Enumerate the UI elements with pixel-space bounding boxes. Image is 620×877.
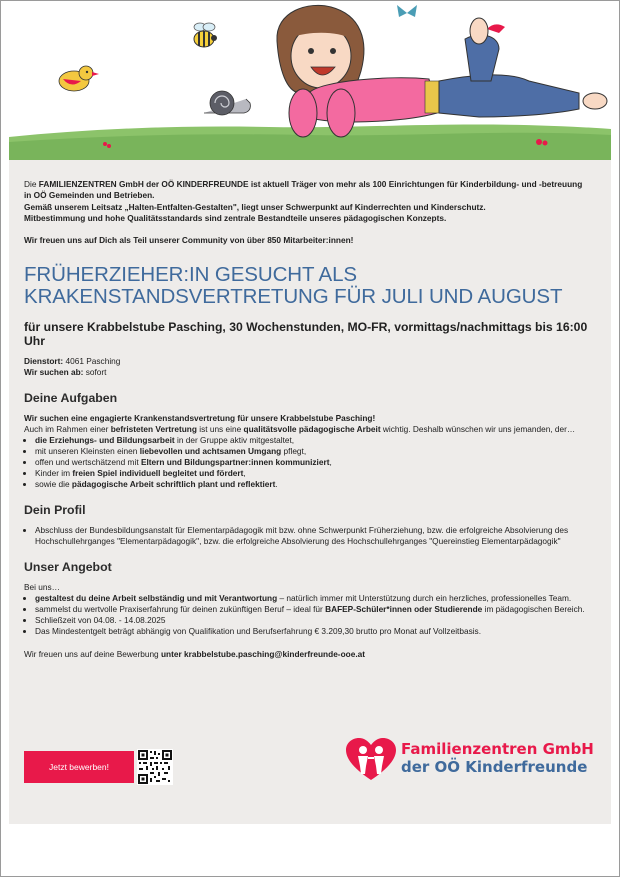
intro-section [24,179,589,246]
intro-p4: Wir freuen uns auf Dich als Teil unserer Community von über 850 Mitarbeiter:innen! [24,235,354,246]
content-inner [24,179,589,660]
logo-line1: Familienzentren GmbH [401,740,594,758]
list-item: • Kinder im freien Spiel individuell begleitet und fördert, [35,468,589,479]
content-panel [9,160,611,824]
tasks-lead: Auch im Rahmen einer befristeten Vertretung ist uns eine qualitätsvolle pädagogische Arbeit wichtig. Deshalb wünschen wir uns jemanden, der… [24,424,576,435]
job-subtitle: für unsere Krabbelstube Pasching, 30 Wochenstunden, MO-FR, vormittags/nachmittags bis 16:00 Uhr [24,320,588,349]
list-item: • sammelst du wertvolle Praxiserfahrung für deinen zukünftigen Beruf – ideal für BAFEP-Schüler*innen oder Studierende im pädagogischen Bereich. [35,604,589,615]
bird-icon [59,66,99,91]
small-bird-icon [487,24,505,33]
company-logo [346,738,596,782]
logo-text [401,740,594,776]
logo-line2: der OÖ Kinderfreunde [401,758,588,776]
list-item: • Schließzeit von 04.08. - 14.08.2025 [35,615,589,626]
offer-lead: Bei uns… [24,582,60,593]
start-row: Wir suchen ab: sofort [24,367,107,378]
bee-icon [194,23,217,47]
intro-p3: Mitbestimmung und hohe Qualitätsstandards sind zentrale Bestandteile unseres pädagogischen Konzepts. [24,212,447,223]
qr-code-icon [137,749,173,785]
tasks-list [24,435,589,490]
hero-scene [9,1,611,161]
list-item: • offen und wertschätzend mit Eltern und Bildungspartner:innen kommuniziert, [35,457,589,468]
intro-p1: Die FAMILIENZENTREN GmbH der OÖ KINDERFREUNDE ist aktuell Träger von mehr als 100 Einrichtungen für Kinderbildung- und -betreuung in OÖ Gemeinden und Betrieben. [24,179,583,201]
tasks-heading: Deine Aufgaben [24,391,118,406]
job-meta [24,356,589,378]
hero-illustration [9,1,611,161]
list-item: • Das Mindestentgelt beträgt abhängig von Qualifikation und Berufserfahrung € 3.209,30 brutto pro Monat auf Vollzeitbasis. [35,626,589,637]
qr-code[interactable] [137,749,173,785]
tasks-lead-bold: Wir suchen eine engagierte Krankenstandsvertretung für unsere Krabbelstube Pasching! [24,413,376,424]
butterfly-icon [397,5,417,17]
profile-heading: Dein Profil [24,503,86,518]
closing-line: Wir freuen uns auf deine Bewerbung unter krabbelstube.pasching@kinderfreunde-ooe.at [24,649,366,660]
list-item: • sowie die pädagogische Arbeit schriftlich plant und reflektiert. [35,479,589,490]
location-row: Dienstort: 4061 Pasching [24,356,121,367]
intro-p2: Gemäß unserem Leitsatz „Halten-Entfalten-Gestalten", liegt unser Schwerpunkt auf Kinderrechten und Kinderschutz. [24,201,486,212]
page-footer [9,824,611,875]
snail-icon [204,91,250,115]
heart-logo-icon [346,738,396,782]
list-item: • die Erziehungs- und Bildungsarbeit in der Gruppe aktiv mitgestaltet, [35,435,589,446]
list-item: • mit unseren Kleinsten einen liebevollen und achtsamen Umgang pflegt, [35,446,589,457]
girl-lying-illustration [277,5,607,137]
job-title: FRÜHERZIEHER:IN GESUCHT ALS KRAKENSTANDSVERTRETUNG FÜR JULI UND AUGUST [24,263,563,309]
list-item: • Abschluss der Bundesbildungsanstalt für Elementarpädagogik mit bzw. ohne Schwerpunkt Früherziehung, bzw. die erfolgreiche Absolvierung des Hochschullehrganges "Elementarpädagogik", bzw. die erfolgreiche Absolvierung des Hochschullehrganges "Quereinstieg Elementarpädagogik" [35,525,589,547]
apply-button[interactable]: Jetzt bewerben! [24,751,134,783]
list-item: • gestaltest du deine Arbeit selbständig und mit Verantwortung – natürlich immer mit Unterstützung durch ein herzliches, professionelles Team. [35,593,589,604]
profile-list [24,525,589,547]
offer-heading: Unser Angebot [24,560,112,575]
offer-list [24,593,589,637]
